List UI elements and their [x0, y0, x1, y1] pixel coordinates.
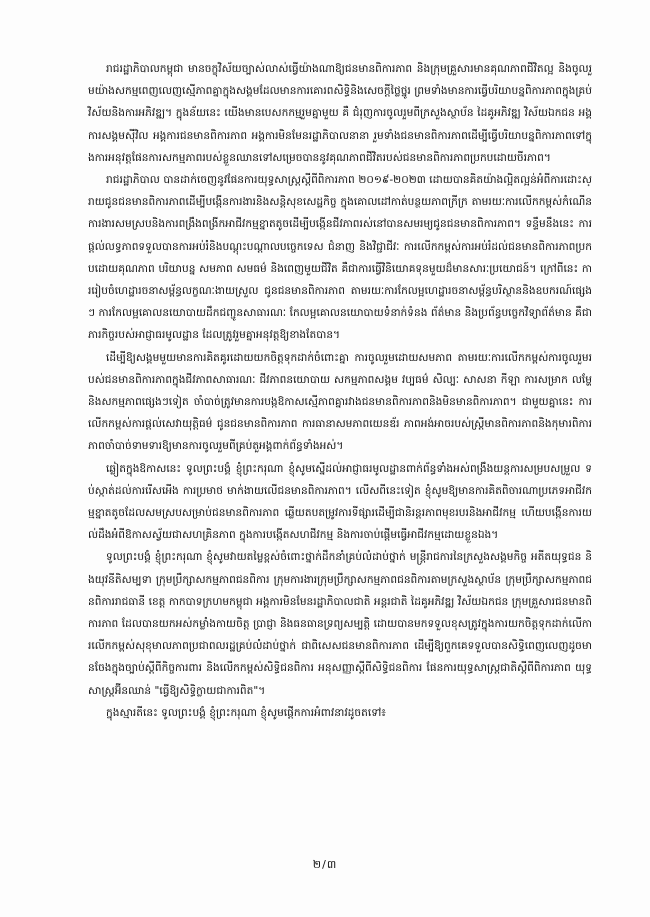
paragraph-social-participation: ដើម្បីឱ្យសង្គមមួយមានការគិតគូរដោយយកចិត្តទុកដាក់ចំពោះគ្នា ការចូលរួមដោយសមភាព តាមរយៈការលើកកម្ពស់ការចូលរួមរបស់ជនមានពិការភាពក្នុងជីវភាពសាធារណៈ ជីវភាពនយោបាយ សកម្មភាពសង្គម វប្បធម៌ សិល្បៈ សាសនា កីឡា ការសម្រាក លម្ហែ និងសកម្មភាពផ្សេងៗទៀត ចាំបាច់ត្រូវមានការបង្កឱកាសស្មើភាពគ្នារវាងជនមានពិការភាពនិងមិនមានពិការភាព។ ជាមួយគ្នានេះ ការលើកកម្ពស់ការផ្ដល់សេវាយុត្តិធម៌ ជូនជនមានពិការភាព ការធានាសមភាពយេនឌ័រ ភាពអង់អាចរបស់ស្ត្រីមានពិការភាពនិងកុមារពិការភាពចាំបាច់ទាមទារឱ្យមានការចូលរួមពីគ្រប់តួអង្គពាក់ព័ន្ធទាំងអស់។: [88, 351, 592, 453]
paragraph-request-authorities: ឆ្លៀតក្នុងឱកាសនេះ ទូលព្រះបង្គំ ខ្ញុំព្រះករុណា ខ្ញុំសូមស្នើដល់អាជ្ញាធរមូលដ្ឋានពាក់ព័ន្ធទាំងអស់ពង្រឹងយន្តការសម្របសម្រួល ទប់ស្កាត់ដល់ការរើសអើង ការប្រមាថ មាក់ងាយលើជនមានពិការភាព។ លើសពីនេះទៀត ខ្ញុំសូមឱ្យមានការគិតពិចារណាប្រភេទអាជីវកម្មខ្នាតតូចដែលសមស្របសម្រាប់ជនមានពិការភាព ឆ្លើយតបតម្រូវការទីផ្សារដើម្បីជានិរន្តរភាពមុខរបរនិងអាជីវកម្ម ហើយបង្កើនការយល់ដឹងអំពីឱកាសស្វ័យជាសហគ្រិនភាព ក្នុងការបង្កើតសហជីវកម្ម និងការចាប់ផ្ដើមធ្វើអាជីវកម្មដោយខ្លួនឯង។: [88, 462, 592, 542]
paragraph-appeal-intro: ក្នុងស្មារតីនេះ ទូលព្រះបង្គំ ខ្ញុំព្រះករុណា ខ្ញុំសូមផ្ដើកការអំពាវនាវដូចតទៅ៖: [106, 706, 386, 719]
paragraph-appreciation: ទូលព្រះបង្គំ ខ្ញុំព្រះករុណា ខ្ញុំសូមវាយតម្លៃខ្ពស់ចំពោះថ្នាក់ដឹកនាំគ្រប់លំដាប់ថ្នាក់ មន្ត្រីរាជការនៃក្រសួងសង្គមកិច្ច អតីតយុទ្ធជន និងយុវនីតិសម្បទា ក្រុមប្រឹក្សាសកម្មភាពជនពិការ ក្រុមការងារក្រុមប្រឹក្សាសកម្មភាពជនពិការតាមក្រសួងស្ថាប័ន ក្រុមប្រឹក្សាសកម្មភាពជនពិការរាជធានី ខេត្ត កាកបាទក្រហមកម្ពុជា អង្គការមិនមែនរដ្ឋាភិបាលជាតិ អន្តរជាតិ ដៃគូអភិវឌ្ឍ វិស័យឯកជន ក្រុមគ្រួសារជនមានពិការភាព ដែលបានយកអស់កម្លាំងកាយចិត្ត ប្រាជ្ញា និងធនធានទ្រព្យសម្បត្តិ ដោយបានមកទទួលខុសត្រូវក្នុងការយកចិត្តទុកដាក់លើការលើកកម្ពស់សុខុមាលភាពប្រជាពលរដ្ឋគ្រប់លំដាប់ថ្នាក់ ជាពិសេសជនមានពិការភាព ដើម្បីឱ្យពួកគេទទួលបានសិទ្ធិពេញលេញដូចមានចែងក្នុងច្បាប់ស្ដីពីកិច្ចការពារ និងលើកកម្ពស់សិទ្ធិជនពិការ អនុសញ្ញាស្ដីពីសិទ្ធិជនពិការ ផែនការយុទ្ធសាស្ត្រជាតិស្ដីពីពិការភាព យុទ្ធសាស្ត្រអ៊ីនឈាន់ "ធ្វើឱ្យសិទ្ធិក្លាយជាការពិត"។: [88, 551, 592, 697]
paragraph-government-vision: រាជរដ្ឋាភិបាលកម្ពុជា មានចក្ខុវិស័យច្បាស់លាស់ធ្វើយ៉ាងណាឱ្យជនមានពិការភាព និងក្រុមគ្រួសារមានគុណភាពជីវិតល្អ និងចូលរួមយ៉ាងសកម្មពេញលេញស្មើភាពគ្នាក្នុងសង្គមដែលមានការគោរពសិទ្ធិនិងសេចក្ដីថ្លៃថ្នូរ ព្រមទាំងមានការធ្វើបរិយាបន្នពិការភាពក្នុងគ្រប់វិស័យនិងការអភិវឌ្ឍ។ ក្នុងន័យនេះ យើងមានបេសកកម្មរួមគ្នាមួយ គឺ ជំរុញការចូលរួមពីក្រសួងស្ថាប័ន ដៃគូអភិវឌ្ឍ វិស័យឯកជន អង្គការសង្គមស៊ីវិល អង្គការជនមានពិការភាព អង្គការមិនមែនរដ្ឋាភិបាលនានា រួមទាំងជនមានពិការភាពដើម្បីធ្វើបរិយាបន្នពិការភាពទៅក្នុងការអនុវត្តផែនការសកម្មភាពរបស់ខ្លួនឈានទៅសម្រេចបាននូវគុណភាពជីវិតរបស់ជនមានពិការភាពប្រកបដោយចីរភាព។: [88, 63, 592, 164]
page-number: ២/៣: [312, 858, 338, 871]
paragraph-strategic-plan: រាជរដ្ឋាភិបាល បានដាក់ចេញនូវផែនការយុទ្ធសាស្ត្រស្ដីពីពិការភាព ២០១៩-២០២៣ ដោយបានគិតយ៉ាងល្អិតល្អន់អំពីការដោះស្រាយជូនជនមានពិការភាពដើម្បីបង្កើនការងារនិងសន្តិសុខសេដ្ឋកិច្ច ក្នុងគោលដៅកាត់បន្ថយភាពក្រីក្រ តាមរយៈការលើកកម្ពស់កំណើនការងារសមស្របនិងការពង្រឹងពង្រីកអាជីវកម្មខ្នាតតូចដើម្បីបង្កើនជីវភាពរស់នៅបានសមរម្យជូនជនមានពិការភាព។ ទន្ទឹមនឹងនេះ ការផ្ដល់លទ្ធភាពទទួលបានការអប់រំនិងបណ្ដុះបណ្ដាលបច្ចេកទេស ជំនាញ និងវិជ្ជាជីវៈ ការលើកកម្ពស់ការអប់រំដល់ជនមានពិការភាពប្រកបដោយគុណភាព បរិយាបន្ន សមភាព សមធម៌ និងពេញមួយជីវិត គឺជាការធ្វើវិនិយោគទុនមួយដ៏មានសារៈប្រយោជន៍។ ក្រៅពីនេះ ការរៀបចំហេដ្ឋារចនាសម្ព័ន្ធលក្ខណៈងាយស្រួល ជូនជនមានពិការភាព តាមរយៈការកែលម្អហេដ្ឋារចនាសម្ព័ន្ធបរិស្ថាននិងឧបករណ៍ផ្សេងៗ ការកែលម្អគោលនយោបាយដឹកជញ្ជូនសាធារណៈ កែលម្អគោលនយោបាយទំនាក់ទំនង ព័ត៌មាន និងប្រព័ន្ធបច្ចេកវិទ្យាព័ត៌មាន គឺជាភារកិច្ចរបស់អាជ្ញាធរមូលដ្ឋាន ដែលត្រូវរួមគ្នាអនុវត្តឱ្យខាងតែបាន។: [88, 174, 592, 342]
document-body: [88, 58, 592, 724]
